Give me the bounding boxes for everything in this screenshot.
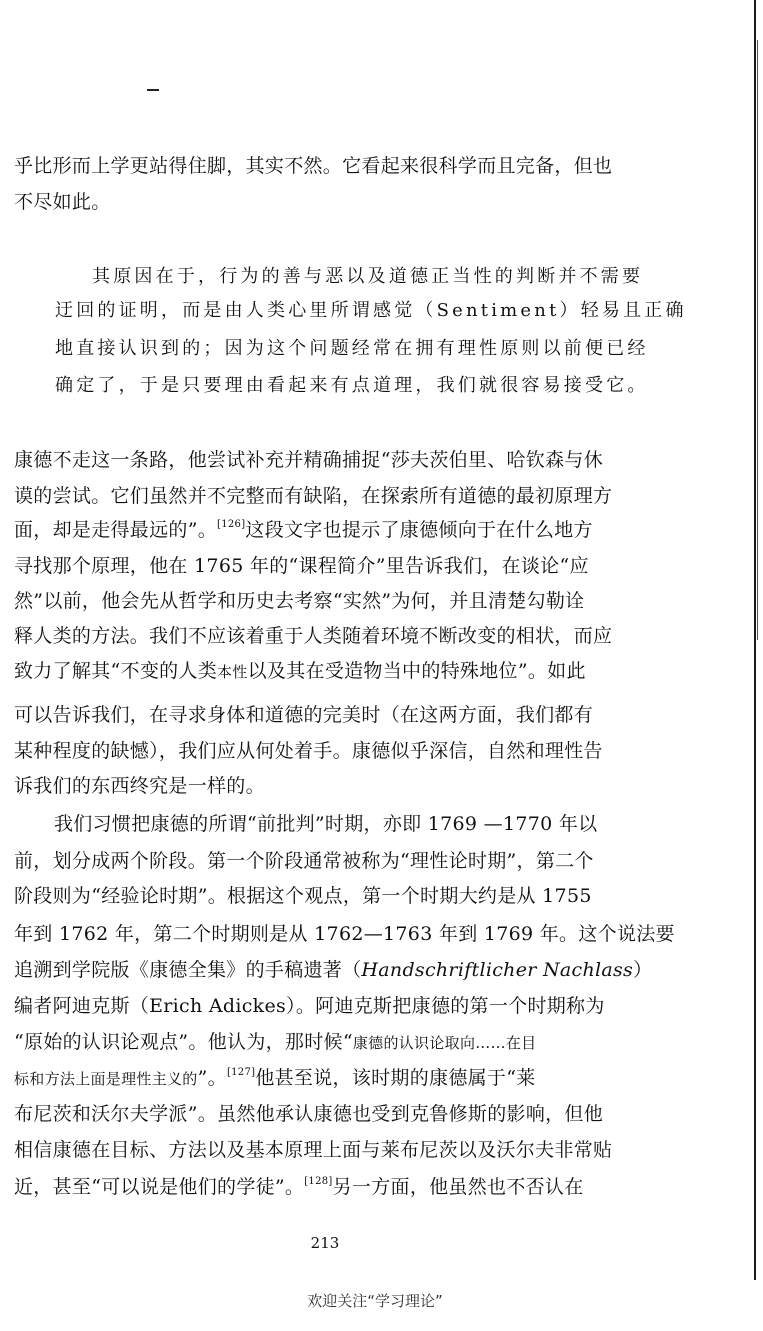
body-line: 不尽如此。 bbox=[14, 191, 111, 213]
footnote-ref: [126] bbox=[217, 519, 246, 530]
body-line: 某种程度的缺憾），我们应从何处着手。康德似乎深信，自然和理性告 bbox=[14, 740, 603, 762]
scan-mark bbox=[147, 89, 159, 91]
body-line: 追溯到学院版《康德全集》的手稿遗著（Handschriftlicher Nachlass） bbox=[14, 959, 653, 981]
quote-line: 迂回的证明，而是由人类心里所谓感觉（Sentiment）轻易且正确 bbox=[55, 300, 687, 321]
body-line: 谟的尝试。它们虽然并不完整而有缺陷，在探索所有道德的最初原理方 bbox=[14, 485, 613, 507]
body-line: 致力了解其“不变的人类本性以及其在受造物当中的特殊地位”。如此 bbox=[14, 660, 586, 682]
body-line: 可以告诉我们，在寻求身体和道德的完美时（在这两方面，我们都有 bbox=[14, 704, 594, 726]
body-line: 我们习惯把康德的所谓“前批判”时期，亦即 1769 —1770 年以 bbox=[54, 813, 598, 835]
scan-edge-line bbox=[754, 0, 756, 1280]
body-line: 然”以前，他会先从哲学和历史去考察“实然”为何，并且清楚勾勒诠 bbox=[14, 590, 585, 612]
footnote-ref: [127] bbox=[226, 1067, 256, 1078]
body-line: 标和方法上面是理性主义的”。[127]他甚至说，该时期的康德属于“莱 bbox=[14, 1067, 536, 1089]
footnote-ref: [128] bbox=[304, 1176, 333, 1187]
body-line: “原始的认识论观点”。他认为，那时候“康德的认识论取向……在目 bbox=[14, 1031, 537, 1053]
body-line: 相信康德在目标、方法以及基本原理上面与莱布尼茨以及沃尔夫非常贴 bbox=[14, 1139, 613, 1161]
page-number: 213 bbox=[310, 1234, 340, 1252]
quote-line: 地直接认识到的；因为这个问题经常在拥有理性原则以前便已经 bbox=[55, 338, 649, 359]
body-line: 前，划分成两个阶段。第一个阶段通常被称为“理性论时期”，第二个 bbox=[14, 850, 594, 872]
body-line: 布尼茨和沃尔夫学派”。虽然他承认康德也受到克鲁修斯的影响，但他 bbox=[14, 1103, 604, 1125]
footer-watermark: 欢迎关注“学习理论” bbox=[307, 1292, 443, 1310]
body-line: 乎比形而上学更站得住脚，其实不然。它看起来很科学而且完备，但也 bbox=[14, 155, 613, 177]
quote-line: 其原因在于，行为的善与恶以及道德正当性的判断并不需要 bbox=[92, 266, 644, 287]
body-line: 诉我们的东西终究是一样的。 bbox=[14, 775, 265, 797]
body-line: 阶段则为“经验论时期”。根据这个观点，第一个时期大约是从 1755 bbox=[14, 885, 592, 907]
body-line: 年到 1762 年，第二个时期则是从 1762—1763 年到 1769 年。这个说法要 bbox=[14, 923, 675, 945]
body-line: 面，却是走得最远的”。[126]这段文字也提示了康德倾向于在什么地方 bbox=[14, 519, 593, 541]
body-line: 近，甚至“可以说是他们的学徒”。[128]另一方面，他虽然也不否认在 bbox=[14, 1176, 584, 1198]
body-line: 康德不走这一条路，他尝试补充并精确捕捉“莎夫茨伯里、哈钦森与休 bbox=[14, 449, 604, 471]
quote-line: 确定了，于是只要理由看起来有点道理，我们就很容易接受它。 bbox=[55, 375, 649, 396]
body-line: 释人类的方法。我们不应该着重于人类随着环境不断改变的相状，而应 bbox=[14, 625, 613, 647]
body-line: 编者阿迪克斯（Erich Adickes）。阿迪克斯把康德的第一个时期称为 bbox=[14, 995, 605, 1017]
scan-edge-line-secondary bbox=[757, 40, 758, 640]
body-line: 寻找那个原理，他在 1765 年的“课程简介”里告诉我们，在谈论“应 bbox=[14, 555, 589, 577]
